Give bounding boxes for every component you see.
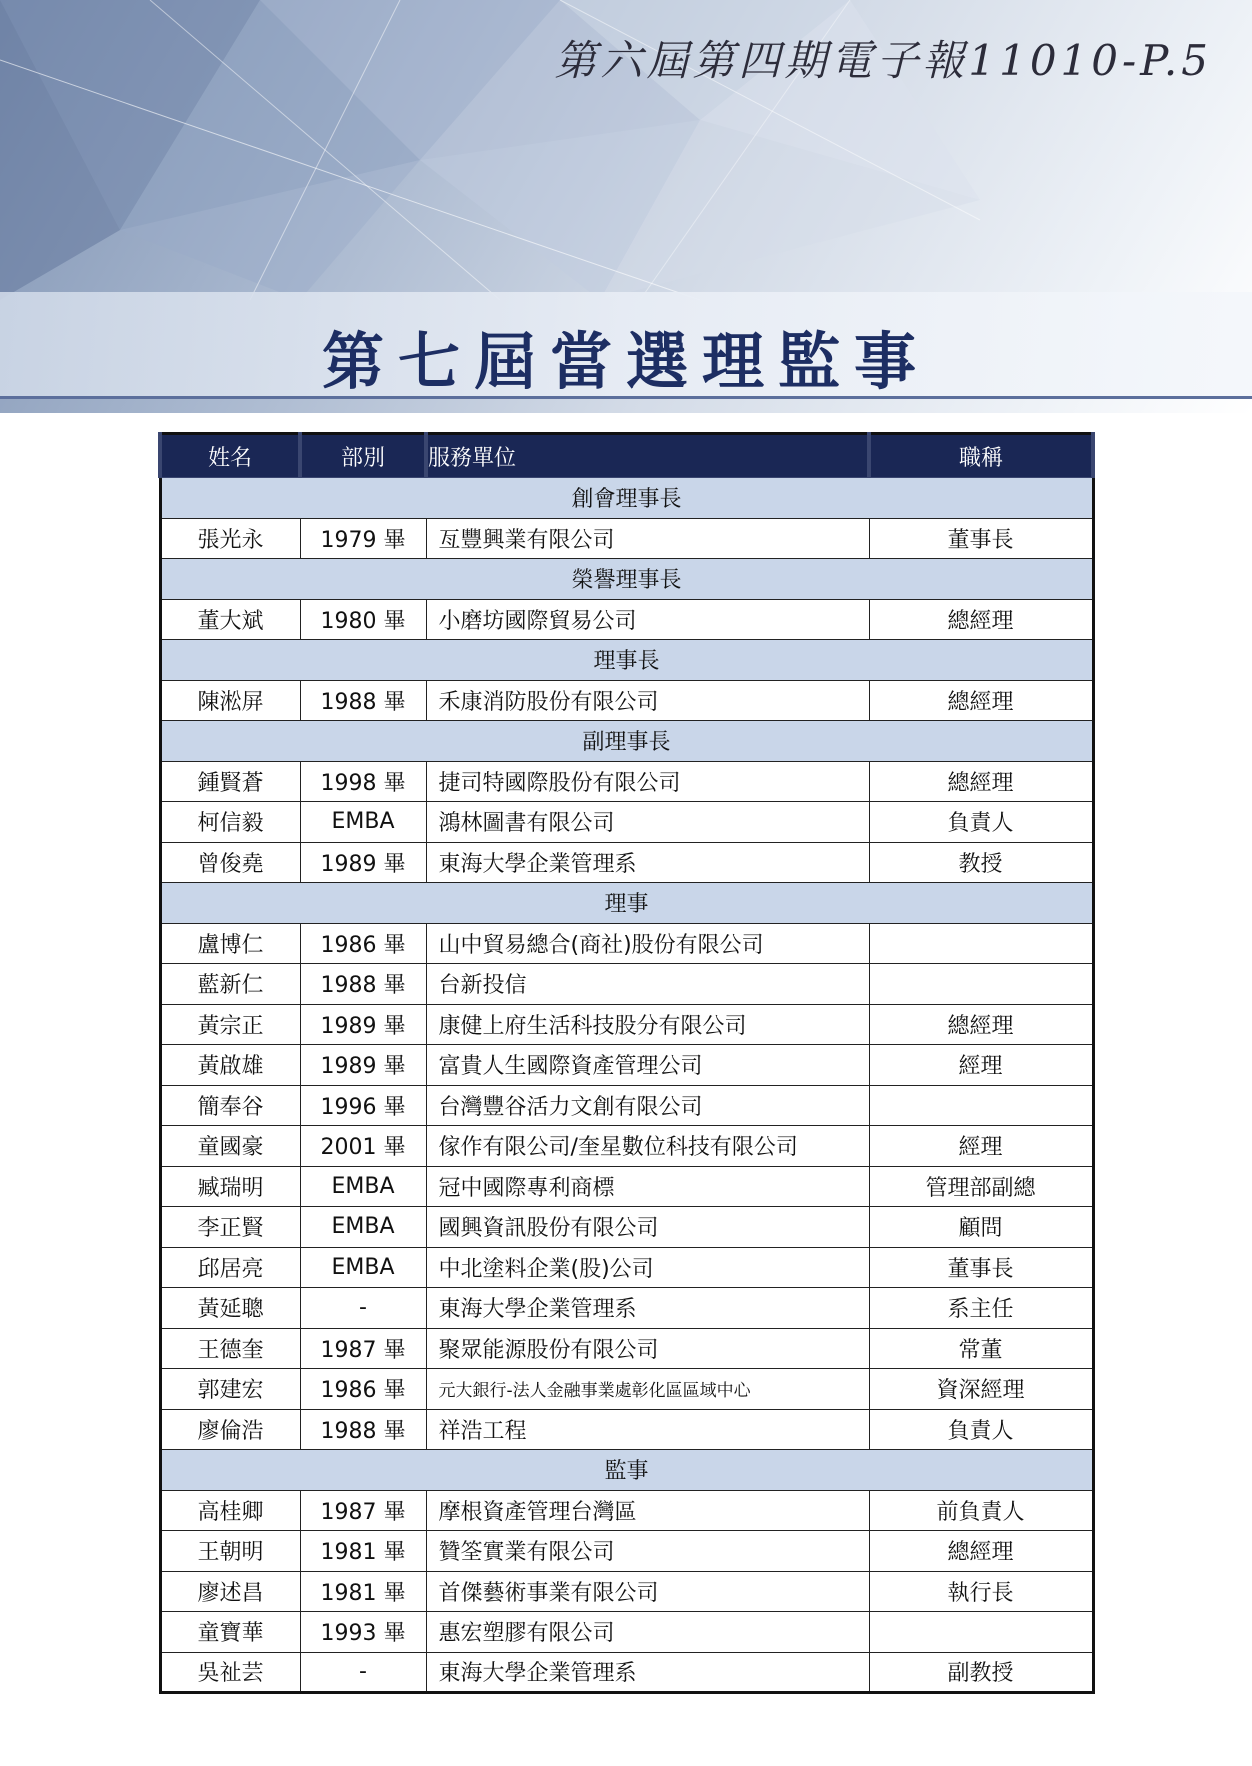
- member-organization: 祥浩工程: [438, 1418, 527, 1444]
- table-row: [160, 1045, 1093, 1086]
- member-organization-cell: [426, 1571, 869, 1612]
- member-name: 高桂卿: [197, 1499, 264, 1525]
- member-job-title-cell: [869, 1531, 1093, 1572]
- member-name-cell: [160, 1652, 300, 1693]
- member-department: 1986 畢: [320, 1378, 406, 1404]
- member-department: 1986 畢: [320, 932, 406, 958]
- member-name-cell: [160, 1369, 300, 1410]
- member-job-title-cell: [869, 1571, 1093, 1612]
- member-name-cell: [160, 923, 300, 964]
- member-job-title: 教授: [958, 851, 1003, 877]
- member-organization-cell: [426, 518, 869, 559]
- table-row: [160, 1247, 1093, 1288]
- member-job-title: 資深經理: [936, 1378, 1025, 1404]
- member-department-cell: [300, 1085, 426, 1126]
- member-name-cell: [160, 802, 300, 843]
- member-department-cell: [300, 964, 426, 1005]
- member-name-cell: [160, 761, 300, 802]
- member-job-title: 總經理: [947, 1540, 1014, 1566]
- member-department-cell: [300, 1409, 426, 1450]
- member-organization: 中北塗料企業(股)公司: [438, 1256, 654, 1282]
- member-organization-cell: [426, 1045, 869, 1086]
- member-organization-cell: [426, 1409, 869, 1450]
- table-row: [160, 1328, 1093, 1369]
- member-organization-cell: [426, 1126, 869, 1167]
- member-name: 邱居亮: [197, 1256, 264, 1282]
- member-job-title-cell: [869, 1409, 1093, 1450]
- member-name-cell: [160, 1288, 300, 1329]
- member-job-title-cell: [869, 964, 1093, 1005]
- member-name-cell: [160, 842, 300, 883]
- member-job-title-cell: [869, 842, 1093, 883]
- member-name-cell: [160, 1247, 300, 1288]
- table-row: [160, 761, 1093, 802]
- member-organization-cell: [426, 1085, 869, 1126]
- member-name: 臧瑞明: [197, 1175, 264, 1201]
- member-department: 1988 畢: [320, 973, 406, 999]
- section-heading-row: [160, 1450, 1093, 1491]
- table-row: [160, 1166, 1093, 1207]
- member-name-cell: [160, 1004, 300, 1045]
- member-job-title-cell: [869, 1207, 1093, 1248]
- table-row: [160, 518, 1093, 559]
- member-organization-cell: [426, 1490, 869, 1531]
- section-heading: 副理事長: [160, 721, 1093, 762]
- member-department: 1980 畢: [320, 608, 406, 634]
- table-row: [160, 680, 1093, 721]
- section-heading-row: [160, 478, 1093, 519]
- member-organization: 東海大學企業管理系: [438, 851, 637, 877]
- member-job-title: 負責人: [947, 1418, 1014, 1444]
- member-name: 廖倫浩: [197, 1418, 264, 1444]
- table-row: [160, 1369, 1093, 1410]
- section-heading-row: [160, 883, 1093, 924]
- member-department: 1988 畢: [320, 1418, 406, 1444]
- member-job-title-cell: [869, 1004, 1093, 1045]
- member-job-title: 副教授: [947, 1661, 1014, 1687]
- member-name: 王朝明: [197, 1540, 264, 1566]
- member-department: 1981 畢: [320, 1580, 406, 1606]
- header-banner: [0, 0, 1252, 413]
- member-organization: 康健上府生活科技股分有限公司: [438, 1013, 747, 1039]
- member-department-cell: [300, 1247, 426, 1288]
- member-job-title: 總經理: [947, 1013, 1014, 1039]
- member-job-title: 常董: [958, 1337, 1003, 1363]
- table-row: [160, 1531, 1093, 1572]
- member-department: 1996 畢: [320, 1094, 406, 1120]
- member-job-title: 執行長: [947, 1580, 1014, 1606]
- member-name-cell: [160, 599, 300, 640]
- member-department: 1987 畢: [320, 1499, 406, 1525]
- member-name: 吳祉芸: [197, 1661, 264, 1687]
- member-job-title: 系主任: [947, 1297, 1014, 1323]
- member-organization-cell: [426, 1369, 869, 1410]
- member-department: EMBA: [331, 1254, 395, 1280]
- member-organization: 台灣豐谷活力文創有限公司: [438, 1094, 703, 1120]
- member-organization-cell: [426, 680, 869, 721]
- member-organization-cell: [426, 842, 869, 883]
- section-heading: 監事: [160, 1450, 1093, 1491]
- table-row: [160, 1207, 1093, 1248]
- member-name: 董大斌: [197, 608, 264, 634]
- member-job-title-cell: [869, 1369, 1093, 1410]
- member-job-title: 董事長: [947, 1256, 1014, 1282]
- column-header-organization: 服務單位: [426, 434, 869, 478]
- member-job-title: 總經理: [947, 608, 1014, 634]
- member-department-cell: [300, 1369, 426, 1410]
- member-department: EMBA: [331, 1173, 395, 1199]
- member-department-cell: [300, 842, 426, 883]
- member-organization: 首傑藝術事業有限公司: [438, 1580, 659, 1606]
- member-department: 1987 畢: [320, 1337, 406, 1363]
- member-job-title-cell: [869, 761, 1093, 802]
- member-department-cell: [300, 1328, 426, 1369]
- member-organization-cell: [426, 599, 869, 640]
- column-header-department: 部別: [300, 434, 426, 478]
- member-department: -: [359, 1295, 367, 1321]
- member-organization-cell: [426, 1652, 869, 1693]
- table-row: [160, 1409, 1093, 1450]
- member-name-cell: [160, 1085, 300, 1126]
- section-heading: 理事: [160, 883, 1093, 924]
- member-department: 1998 畢: [320, 770, 406, 796]
- member-name: 黃宗正: [197, 1013, 264, 1039]
- member-department: EMBA: [331, 809, 395, 835]
- table-row: [160, 599, 1093, 640]
- member-department-cell: [300, 1126, 426, 1167]
- member-organization: 山中貿易總合(商社)股份有限公司: [438, 932, 764, 958]
- member-job-title-cell: [869, 923, 1093, 964]
- member-department: 1989 畢: [320, 1013, 406, 1039]
- table-body: [160, 478, 1093, 1693]
- member-job-title: 董事長: [947, 527, 1014, 553]
- member-organization-cell: [426, 1328, 869, 1369]
- member-name-cell: [160, 1328, 300, 1369]
- table-row: [160, 964, 1093, 1005]
- page-title: 第七屆當選理監事: [321, 325, 930, 398]
- table-row: [160, 842, 1093, 883]
- member-organization: 禾康消防股份有限公司: [438, 689, 659, 715]
- member-department-cell: [300, 1612, 426, 1653]
- member-job-title-cell: [869, 599, 1093, 640]
- member-department: 2001 畢: [320, 1135, 406, 1161]
- member-job-title-cell: [869, 1612, 1093, 1653]
- member-job-title-cell: [869, 1126, 1093, 1167]
- member-organization-cell: [426, 1612, 869, 1653]
- member-organization: 亙豐興業有限公司: [438, 527, 615, 553]
- member-name: 簡奉谷: [197, 1094, 264, 1120]
- member-job-title: 總經理: [947, 689, 1014, 715]
- member-job-title: 負責人: [947, 811, 1014, 837]
- member-name: 黃延聰: [197, 1297, 264, 1323]
- member-organization-cell: [426, 923, 869, 964]
- member-job-title-cell: [869, 1247, 1093, 1288]
- member-name: 童國豪: [197, 1135, 264, 1161]
- member-department-cell: [300, 680, 426, 721]
- section-heading: 榮譽理事長: [160, 559, 1093, 600]
- member-department-cell: [300, 923, 426, 964]
- member-department-cell: [300, 1207, 426, 1248]
- member-department-cell: [300, 1288, 426, 1329]
- member-department: 1979 畢: [320, 527, 406, 553]
- member-name-cell: [160, 1166, 300, 1207]
- member-name: 郭建宏: [197, 1378, 264, 1404]
- section-heading-row: [160, 640, 1093, 681]
- table-row: [160, 1004, 1093, 1045]
- member-job-title-cell: [869, 1288, 1093, 1329]
- member-name-cell: [160, 1571, 300, 1612]
- member-organization: 鴻林圖書有限公司: [438, 811, 615, 837]
- member-job-title-cell: [869, 1328, 1093, 1369]
- member-name-cell: [160, 1490, 300, 1531]
- member-department-cell: [300, 802, 426, 843]
- member-organization: 冠中國際專利商標: [438, 1175, 615, 1201]
- member-department-cell: [300, 1166, 426, 1207]
- member-name: 廖述昌: [197, 1580, 264, 1606]
- member-organization-cell: [426, 1531, 869, 1572]
- member-department: 1989 畢: [320, 851, 406, 877]
- member-department-cell: [300, 1652, 426, 1693]
- member-organization: 惠宏塑膠有限公司: [438, 1621, 615, 1647]
- member-department: EMBA: [331, 1214, 395, 1240]
- member-organization: 捷司特國際股份有限公司: [438, 770, 681, 796]
- member-department-cell: [300, 1571, 426, 1612]
- member-organization-cell: [426, 1207, 869, 1248]
- member-job-title-cell: [869, 1490, 1093, 1531]
- member-department-cell: [300, 599, 426, 640]
- section-heading: 創會理事長: [160, 478, 1093, 519]
- member-organization: 東海大學企業管理系: [438, 1661, 637, 1687]
- table-row: [160, 1652, 1093, 1693]
- member-department: 1981 畢: [320, 1540, 406, 1566]
- member-job-title-cell: [869, 518, 1093, 559]
- member-name: 黃啟雄: [197, 1054, 264, 1080]
- member-name: 藍新仁: [197, 973, 264, 999]
- table-row: [160, 1126, 1093, 1167]
- table-row: [160, 1571, 1093, 1612]
- member-name: 張光永: [197, 527, 264, 553]
- member-name-cell: [160, 1207, 300, 1248]
- column-header-name: 姓名: [160, 434, 300, 478]
- member-organization: 台新投信: [438, 973, 527, 999]
- table-row: [160, 1490, 1093, 1531]
- member-organization-cell: [426, 1004, 869, 1045]
- member-organization-cell: [426, 1166, 869, 1207]
- member-organization-cell: [426, 964, 869, 1005]
- member-job-title-cell: [869, 1045, 1093, 1086]
- section-heading-row: [160, 721, 1093, 762]
- table-row: [160, 923, 1093, 964]
- member-name: 曾俊堯: [197, 851, 264, 877]
- member-name-cell: [160, 518, 300, 559]
- member-job-title: 顧問: [958, 1216, 1003, 1242]
- member-organization-cell: [426, 1288, 869, 1329]
- member-organization: 富貴人生國際資產管理公司: [438, 1054, 703, 1080]
- member-job-title: 經理: [958, 1054, 1003, 1080]
- column-header-job-title: 職稱: [869, 434, 1093, 478]
- member-name-cell: [160, 1045, 300, 1086]
- member-name: 李正賢: [197, 1216, 264, 1242]
- member-job-title: 管理部副總: [925, 1175, 1036, 1201]
- table-row: [160, 1612, 1093, 1653]
- member-organization: 小磨坊國際貿易公司: [438, 608, 637, 634]
- issue-label: 第六屆第四期電子報11010-P.5: [554, 36, 1212, 85]
- table-row: [160, 802, 1093, 843]
- member-department: -: [359, 1659, 367, 1685]
- section-heading-row: [160, 559, 1093, 600]
- member-name: 王德奎: [197, 1337, 264, 1363]
- member-name-cell: [160, 964, 300, 1005]
- member-organization: 元大銀行-法人金融事業處彰化區區域中心: [438, 1380, 751, 1401]
- member-department-cell: [300, 1004, 426, 1045]
- member-organization: 贊筌實業有限公司: [438, 1540, 615, 1566]
- member-department-cell: [300, 761, 426, 802]
- member-department: 1993 畢: [320, 1621, 406, 1647]
- member-department-cell: [300, 1531, 426, 1572]
- member-organization: 聚眾能源股份有限公司: [438, 1337, 659, 1363]
- member-department: 1989 畢: [320, 1054, 406, 1080]
- member-department-cell: [300, 518, 426, 559]
- member-department-cell: [300, 1490, 426, 1531]
- member-organization: 傢作有限公司/奎星數位科技有限公司: [438, 1135, 798, 1161]
- member-job-title-cell: [869, 680, 1093, 721]
- member-organization-cell: [426, 761, 869, 802]
- member-job-title-cell: [869, 1085, 1093, 1126]
- member-name: 柯信毅: [197, 811, 264, 837]
- member-name-cell: [160, 1531, 300, 1572]
- member-organization-cell: [426, 802, 869, 843]
- member-department: 1988 畢: [320, 689, 406, 715]
- board-members-table: [158, 432, 1095, 1694]
- member-job-title-cell: [869, 802, 1093, 843]
- member-name: 童寶華: [197, 1621, 264, 1647]
- member-job-title: 前負責人: [936, 1499, 1025, 1525]
- member-name: 鍾賢蒼: [197, 770, 264, 796]
- member-job-title-cell: [869, 1166, 1093, 1207]
- member-organization: 東海大學企業管理系: [438, 1297, 637, 1323]
- member-name: 盧博仁: [197, 932, 264, 958]
- member-job-title: 經理: [958, 1135, 1003, 1161]
- member-job-title-cell: [869, 1652, 1093, 1693]
- member-job-title: 總經理: [947, 770, 1014, 796]
- member-name-cell: [160, 1126, 300, 1167]
- member-organization-cell: [426, 1247, 869, 1288]
- table-row: [160, 1085, 1093, 1126]
- section-heading: 理事長: [160, 640, 1093, 681]
- member-name-cell: [160, 1612, 300, 1653]
- member-name: 陳淞屏: [197, 689, 264, 715]
- table-row: [160, 1288, 1093, 1329]
- member-organization: 國興資訊股份有限公司: [438, 1216, 659, 1242]
- member-name-cell: [160, 1409, 300, 1450]
- member-department-cell: [300, 1045, 426, 1086]
- member-name-cell: [160, 680, 300, 721]
- table-header-row: [160, 434, 1093, 478]
- member-organization: 摩根資產管理台灣區: [438, 1499, 637, 1525]
